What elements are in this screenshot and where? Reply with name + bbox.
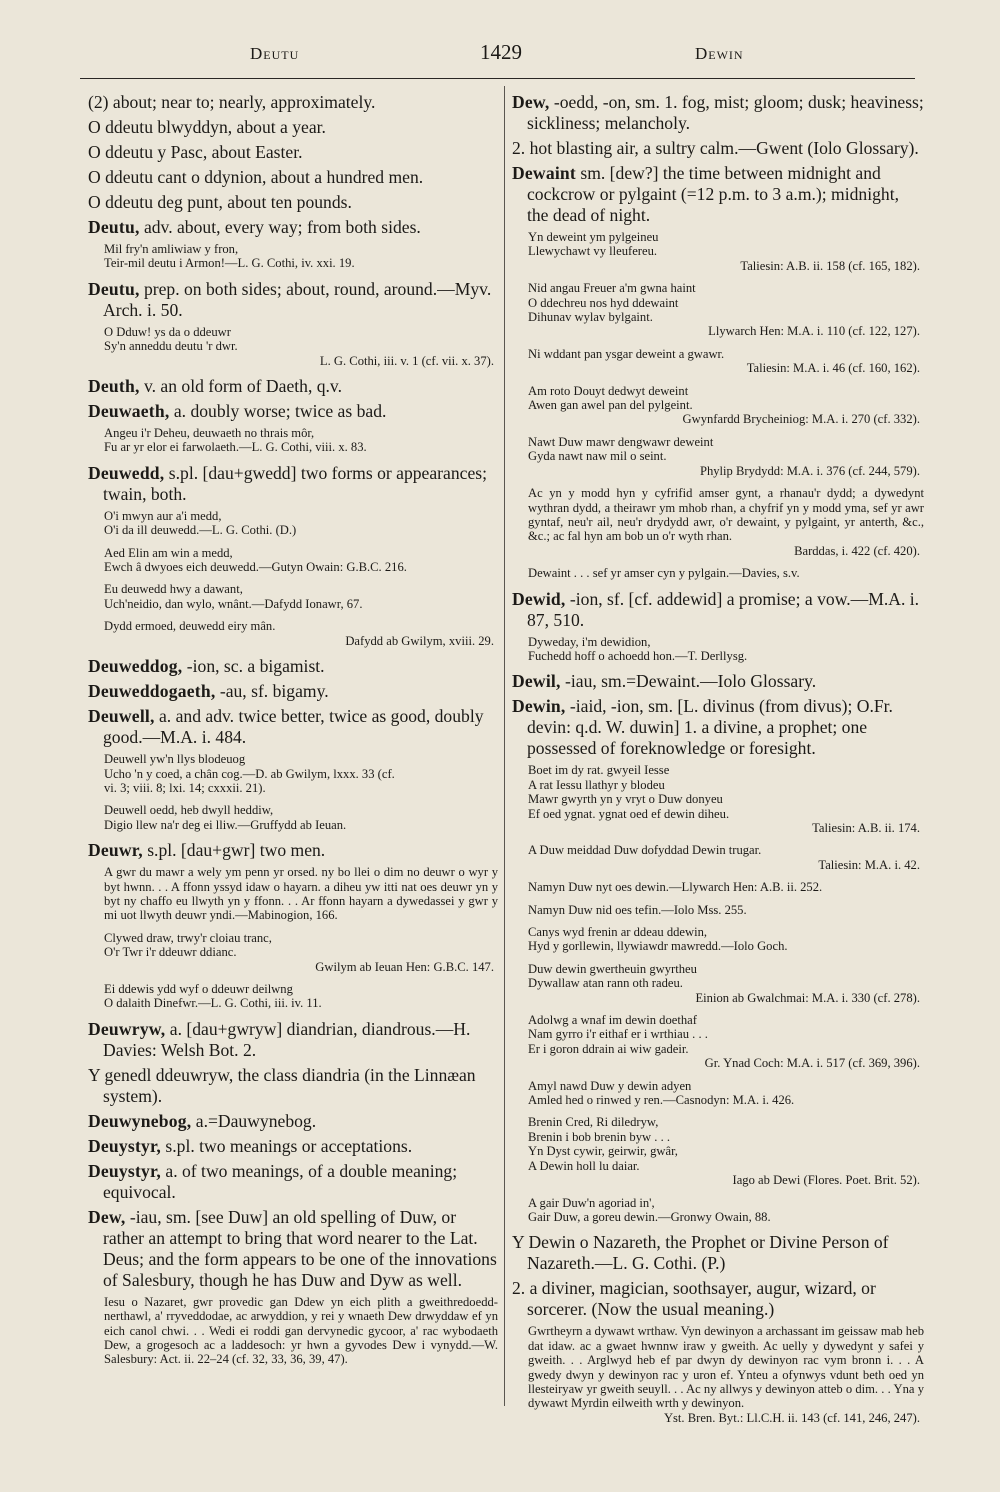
- citation-quote: [512, 1013, 924, 1071]
- quote-line: Dyweday, i'm dewidion,: [528, 634, 651, 649]
- running-head: [80, 40, 915, 74]
- definition: -iau, sm.=Dewaint.—Iolo Glossary.: [560, 671, 817, 692]
- definition: a. of two meanings, of a double meaning; equivocal.: [103, 1160, 458, 1202]
- dictionary-entry: [88, 1111, 498, 1132]
- usage-example: O ddeutu deg punt, about ten pounds.: [88, 192, 352, 212]
- dictionary-entry: [88, 376, 498, 397]
- quote-line: Ei ddewis ydd wyf o ddeuwr deilwng: [104, 981, 293, 996]
- quote-line: Ucho 'n y coed, a chân cog.—D. ab Gwilym, lxxx. 33 (cf.: [104, 766, 395, 781]
- quote-line: Brenin Cred, Ri diledryw,: [528, 1115, 659, 1130]
- definition: prep. on both sides; about, round, around.—Myv. Arch. i. 50.: [103, 278, 492, 320]
- citation-quote: [512, 843, 924, 872]
- quote-line: A Duw meiddad Duw dofyddad Dewin trugar.: [528, 843, 762, 858]
- citation-reference: Gwilym ab Ieuan Hen: G.B.C. 147.: [315, 959, 494, 974]
- citation-quote: [88, 242, 498, 271]
- quote-line: Sy'n anneddu deutu 'r dwr.: [104, 339, 238, 354]
- citation-reference: Einion ab Gwalchmai: M.A. i. 330 (cf. 278).: [695, 990, 920, 1005]
- page-number: 1429: [480, 40, 522, 64]
- headword: Deuth,: [88, 376, 140, 397]
- citation-quote: [512, 763, 924, 835]
- quote-line: Gair Duw, a goreu dewin.—Gronwy Owain, 88.: [528, 1209, 771, 1224]
- quote-line: Fuchedd hoff o achoedd hon.—T. Derllysg.: [528, 648, 748, 663]
- quote-line: Llewychawt vy lleufereu.: [528, 244, 658, 259]
- quote-line: Canys wyd frenin ar ddeau ddewin,: [528, 925, 708, 939]
- citation-quote: [512, 1115, 924, 1187]
- quote-line: Teir-mil deutu i Armon!—L. G. Cothi, iv. xxi. 19.: [104, 256, 355, 271]
- quote-line: Adolwg a wnaf im dewin doethaf: [528, 1013, 697, 1028]
- sense-definition: (2) about; near to; nearly, approximately.: [88, 92, 376, 112]
- quote-line: Dewaint . . . sef yr amser cyn y pylgain.—Davies, s.v.: [528, 566, 800, 581]
- citation-reference: Taliesin: A.B. ii. 158 (cf. 165, 182).: [740, 258, 920, 273]
- citation-reference: Dafydd ab Gwilym, xviii. 29.: [345, 633, 494, 648]
- usage-example: Y genedl ddeuwryw, the class diandria (in the Linnæan system).: [88, 1064, 476, 1106]
- definition: a. [dau+gwryw] diandrian, diandrous.—H. Davies: Welsh Bot. 2.: [103, 1018, 471, 1060]
- headword: Deuystyr,: [88, 1160, 161, 1181]
- dictionary-entry: [88, 840, 498, 861]
- quote-line: O'i mwyn aur a'i medd,: [104, 508, 222, 523]
- running-head-left: Deutu: [250, 44, 300, 63]
- quote-line: A Dewin holl lu daiar.: [528, 1158, 640, 1173]
- usage-example: O ddeutu cant o ddynion, about a hundred men.: [88, 167, 424, 187]
- quote-line: Mil fry'n amliwiaw y fron,: [104, 242, 239, 256]
- citation-quote: [512, 962, 924, 1005]
- quote-line: Fu ar yr elor ei farwolaeth.—L. G. Cothi, viii. x. 83.: [104, 440, 367, 455]
- quote-line: Awen gan awel pan del pylgeint.: [528, 398, 693, 413]
- quote-line: Brenin i bob brenin byw . . .: [528, 1129, 671, 1144]
- quote-line: O Dduw! ys da o ddeuwr: [104, 324, 231, 339]
- dictionary-entry: [512, 671, 924, 692]
- headword: Deuwedd,: [88, 462, 165, 483]
- citation-quote: [512, 880, 924, 894]
- citation-reference: Gwynfardd Brycheiniog: M.A. i. 270 (cf. 332).: [682, 412, 920, 427]
- usage-example: O ddeutu y Pasc, about Easter.: [88, 142, 303, 162]
- dictionary-entry: [88, 656, 498, 677]
- headword: Deuystyr,: [88, 1135, 161, 1156]
- dictionary-entry: [512, 696, 924, 759]
- quote-line: Namyn Duw nid oes tefin.—Iolo Mss. 255.: [528, 902, 747, 917]
- quote-line: O'r Twr i'r ddeuwr ddianc.: [104, 945, 237, 960]
- citation-quote: [512, 1079, 924, 1108]
- quote-line: Aed Elin am win a medd,: [104, 545, 233, 560]
- definition: -ion, sf. [cf. addewid] a promise; a vow.—M.A. i. 87, 510.: [527, 588, 920, 630]
- quote-line: Ewch â dwyoes eich deuwedd.—Gutyn Owain: G.B.C. 216.: [104, 560, 407, 575]
- quote-line: Boet im dy rat. gwyeil Iesse: [528, 763, 670, 778]
- quote-line: Gyda nawt naw mil o seint.: [528, 449, 667, 464]
- citation-quote: [512, 1324, 924, 1425]
- column-divider: [504, 86, 505, 1406]
- definition: -iau, sm. [see Duw] an old spelling of Duw, or rather an attempt to bring that word nearer to the Lat. Deus; and the form appears to be one of the innovations of Salesbury, though he has Duw and Dyw as well.: [103, 1206, 497, 1290]
- quote-line: Nam gyrro i'r eithaf er i wrthiau . . .: [528, 1027, 708, 1042]
- quote-line: Amyl nawd Duw y dewin adyen: [528, 1078, 692, 1093]
- quote-line: Uch'neidio, dan wylo, wnânt.—Dafydd Ionawr, 67.: [104, 596, 363, 611]
- dictionary-entry: [512, 92, 924, 134]
- dictionary-entry: [88, 681, 498, 702]
- dictionary-entry: [88, 279, 498, 321]
- quote-line: Ni wddant pan ysgar deweint a gwawr.: [528, 346, 725, 361]
- citation-quote: [512, 281, 924, 339]
- quote-line: Deuwell oedd, heb dwyll heddiw,: [104, 803, 274, 818]
- citation-reference: Llywarch Hen: M.A. i. 110 (cf. 122, 127).: [708, 324, 920, 339]
- quote-line: Nid angau Freuer a'm gwna haint: [528, 281, 696, 296]
- quote-line: A gair Duw'n agoriad in',: [528, 1195, 655, 1210]
- citation-reference: L. G. Cothi, iii. v. 1 (cf. vii. x. 37).: [319, 353, 494, 368]
- headword: Deuweddogaeth,: [88, 681, 216, 702]
- quote-line: Digio llew na'r deg ei lliw.—Gruffydd ab Ieuan.: [104, 817, 347, 832]
- definition: a.=Dauwynebog.: [191, 1110, 317, 1131]
- sense-definition: 2. a diviner, magician, soothsayer, augur, wizard, or sorcerer. (Now the usual meaning.): [512, 1278, 876, 1320]
- citation-quote: [88, 582, 498, 611]
- citation-reference: Taliesin: A.B. ii. 174.: [812, 820, 920, 835]
- citation-reference: Gr. Ynad Coch: M.A. i. 517 (cf. 369, 396).: [704, 1056, 920, 1071]
- citation-reference: Barddas, i. 422 (cf. 420).: [794, 543, 920, 558]
- dictionary-entry: [88, 217, 498, 238]
- dictionary-entry: [88, 1019, 498, 1061]
- quote-line: Hyd y gorllewin, llywiawdr mawredd.—Iolo Goch.: [528, 939, 788, 954]
- dictionary-entry: [512, 163, 924, 226]
- citation-quote: [88, 865, 498, 923]
- definition: a. doubly worse; twice as bad.: [169, 401, 387, 422]
- quote-line: Dywallaw atan rann oth radeu.: [528, 976, 683, 991]
- quote-line: Dihunav wylav bylgaint.: [528, 310, 653, 325]
- citation-quote: [512, 347, 924, 376]
- citation-reference: Phylip Brydydd: M.A. i. 376 (cf. 244, 579).: [699, 463, 920, 478]
- quote-line: Am roto Douyt dedwyt deweint: [528, 383, 689, 398]
- definition: adv. about, every way; from both sides.: [139, 217, 421, 237]
- headword: Deuwryw,: [88, 1018, 166, 1039]
- citation-reference: Yst. Bren. Byt.: Ll.C.H. ii. 143 (cf. 141, 246, 247).: [663, 1410, 920, 1425]
- headword: Deuwr,: [88, 840, 143, 861]
- definition: -au, sf. bigamy.: [215, 681, 329, 702]
- citation-quote: [88, 546, 498, 575]
- headword: Dewaint: [512, 163, 576, 183]
- quote-line: Iesu o Nazaret, gwr provedic gan Ddew yn eich plith a gweithredoedd-nerthawl, a' rryveddodae, ac arwyddion, y rei y wnaeth Dew drwyddaw ef yn eich canol chwi. . . Wedi ei roddi gan dervynedic gycoor, a' rac wybodaeth Dew, a grogesoch ac a laddesoch: yr hwn a gyvodes Dew i vynydd.—W. Salesbury: Act. ii. 22–24 (cf. 32, 33, 36, 39, 47).: [104, 1294, 498, 1367]
- citation-quote: [512, 635, 924, 664]
- citation-quote: [88, 509, 498, 538]
- citation-quote: [512, 903, 924, 917]
- quote-line: Mawr gwyrth yn y vryt o Duw donyeu: [528, 792, 723, 807]
- quote-line: O ddechreu nos hyd ddewaint: [528, 295, 679, 310]
- dictionary-entry: [88, 706, 498, 748]
- headword: Dew,: [88, 1206, 126, 1227]
- headword: Deutu,: [88, 278, 140, 299]
- citation-quote: [88, 982, 498, 1011]
- left-column: [88, 92, 498, 1375]
- quote-line: A rat Iessu llathyr y blodeu: [528, 777, 665, 792]
- dictionary-entry: [88, 463, 498, 505]
- citation-quote: [88, 931, 498, 974]
- quote-line: O dalaith Dinefwr.—L. G. Cothi, iii. iv. 11.: [104, 996, 322, 1011]
- headword: Deuweddog,: [88, 656, 183, 677]
- headword: Deuwynebog,: [88, 1110, 192, 1131]
- quote-line: Ac yn y modd hyn y cyfrifid amser gynt, a rhanau'r dydd; a dywedynt wythran dydd, a theirawr ym mhob rhan, a chyfrif yn y modd yma, sef yr awr gyntaf, neu'r ail, neu'r drydydd awr, o'r dewaint, y pylgaint, yr anterth, &c., &c.; ac fal hyn am bob un o'r wyth rhan.: [528, 486, 924, 544]
- quote-line: Yn Dyst cywir, geirwir, gwâr,: [528, 1144, 678, 1159]
- headword: Dewil,: [512, 671, 561, 692]
- citation-quote: [88, 325, 498, 368]
- headword: Dewid,: [512, 588, 566, 609]
- citation-quote: [512, 925, 924, 954]
- quote-line: Duw dewin gwertheuin gwyrtheu: [528, 961, 697, 976]
- dictionary-entry: [88, 401, 498, 422]
- dictionary-entry: [88, 1161, 498, 1203]
- definition: -ion, sc. a bigamist.: [182, 656, 325, 677]
- headword: Dewin,: [512, 696, 566, 717]
- citation-reference: Taliesin: M.A. i. 46 (cf. 160, 162).: [746, 361, 920, 376]
- quote-line: Amled hed o rinwed y ren.—Casnodyn: M.A. i. 426.: [528, 1093, 795, 1108]
- usage-example: O ddeutu blwyddyn, about a year.: [88, 117, 326, 137]
- headword: Deuwaeth,: [88, 401, 170, 422]
- citation-quote: [88, 426, 498, 455]
- quote-line: A gwr du mawr a wely ym penn yr orsed. ny bo llei o dim no deuwr o wyr y byt hwnn. . . A ffonn yssyd idaw o hayarn. a diheu yw itti nat oes deuwr yn y byt ny chaffo eu llwyth yn y ffonn. . . Ar ffonn hayarn a dywedassei y gwr y mi uot llwyth deuwr yndi.—Mabinogion, 166.: [104, 865, 498, 923]
- citation-quote: [88, 619, 498, 648]
- citation-quote: [512, 566, 924, 580]
- headword: Deuwell,: [88, 706, 155, 727]
- headword: Dew,: [512, 92, 550, 112]
- dictionary-entry: [512, 589, 924, 631]
- usage-example: Y Dewin o Nazareth, the Prophet or Divine Person of Nazareth.—L. G. Cothi. (P.): [512, 1232, 889, 1274]
- citation-quote: [88, 803, 498, 832]
- quote-line: Nawt Duw mawr dengwawr deweint: [528, 434, 714, 449]
- quote-line: O'i da ill deuwedd.—L. G. Cothi. (D.): [104, 523, 297, 538]
- definition: -iaid, -ion, sm. [L. divinus (from divus); O.Fr. devin: q.d. W. duwin] 1. a divine, a prophet; one possessed of foreknowledge or foresight.: [527, 696, 893, 759]
- citation-quote: [512, 486, 924, 558]
- citation-reference: Taliesin: M.A. i. 42.: [818, 857, 920, 872]
- quote-line: Gwrtheyrn a dywawt wrthaw. Vyn dewinyon a archassant im geissaw mab heb dat idaw. ac a gwaet hwnnw iraw y gweith. Ac uelly y dywedynt y safei y gweith. . . Arglwyd heb ef par dwyn dy dewinyon rac vym bronn i. . . A gwedy dwyn y dewinyon rac y uron ef. Ynteu a ofynwys vdunt beth oed yn llesteiryaw yr gweith seuyll. . . Ac ny allwys y dewinyon atteb o dim. . . Yna y dywawt Myrdin eilweith wrth y dewinyon.: [528, 1324, 924, 1411]
- quote-line: vi. 3; viii. 8; lxi. 14; cxxxii. 21).: [104, 780, 266, 795]
- running-head-right: Dewin: [695, 44, 744, 63]
- right-column: [512, 92, 924, 1433]
- quote-line: Dydd ermoed, deuwedd eiry mân.: [104, 619, 276, 634]
- quote-line: Clywed draw, trwy'r cloiau tranc,: [104, 930, 272, 945]
- definition: s.pl. two meanings or acceptations.: [161, 1135, 413, 1156]
- citation-quote: [512, 1196, 924, 1225]
- sense-definition: 2. hot blasting air, a sultry calm.—Gwent (Iolo Glossary).: [512, 138, 919, 158]
- dictionary-entry: [88, 1207, 498, 1291]
- citation-quote: [512, 435, 924, 478]
- dictionary-entry: [88, 1136, 498, 1157]
- citation-quote: [88, 1295, 498, 1367]
- citation-quote: [512, 384, 924, 427]
- definition: sm. [dew?] the time between midnight and cockcrow or pylgaint (=12 p.m. to 3 a.m.); midnight, the dead of night.: [527, 163, 899, 225]
- quote-line: Er i goron ddrain ai wiw gadeir.: [528, 1041, 689, 1056]
- definition: a. and adv. twice better, twice as good, doubly good.—M.A. i. 484.: [103, 706, 484, 748]
- citation-quote: [512, 230, 924, 273]
- definition: s.pl. [dau+gwedd] two forms or appearances; twain, both.: [103, 462, 487, 504]
- definition: -oedd, -on, sm. 1. fog, mist; gloom; dusk; heaviness; sickliness; melancholy.: [527, 92, 924, 133]
- citation-reference: Iago ab Dewi (Flores. Poet. Brit. 52).: [732, 1173, 920, 1188]
- quote-line: Deuwell yw'n llys blodeuog: [104, 752, 246, 767]
- quote-line: Yn deweint ym pylgeineu: [528, 230, 659, 244]
- header-rule: [80, 78, 915, 79]
- quote-line: Ef oed ygnat. ygnat oed ef dewin diheu.: [528, 806, 730, 821]
- quote-line: Angeu i'r Deheu, deuwaeth no thrais môr,: [104, 426, 315, 441]
- headword: Deutu,: [88, 217, 140, 237]
- definition: s.pl. [dau+gwr] two men.: [142, 840, 326, 861]
- definition: v. an old form of Daeth, q.v.: [139, 376, 342, 397]
- quote-line: Namyn Duw nyt oes dewin.—Llywarch Hen: A.B. ii. 252.: [528, 880, 823, 895]
- quote-line: Eu deuwedd hwy a dawant,: [104, 582, 243, 597]
- citation-quote: [88, 752, 498, 795]
